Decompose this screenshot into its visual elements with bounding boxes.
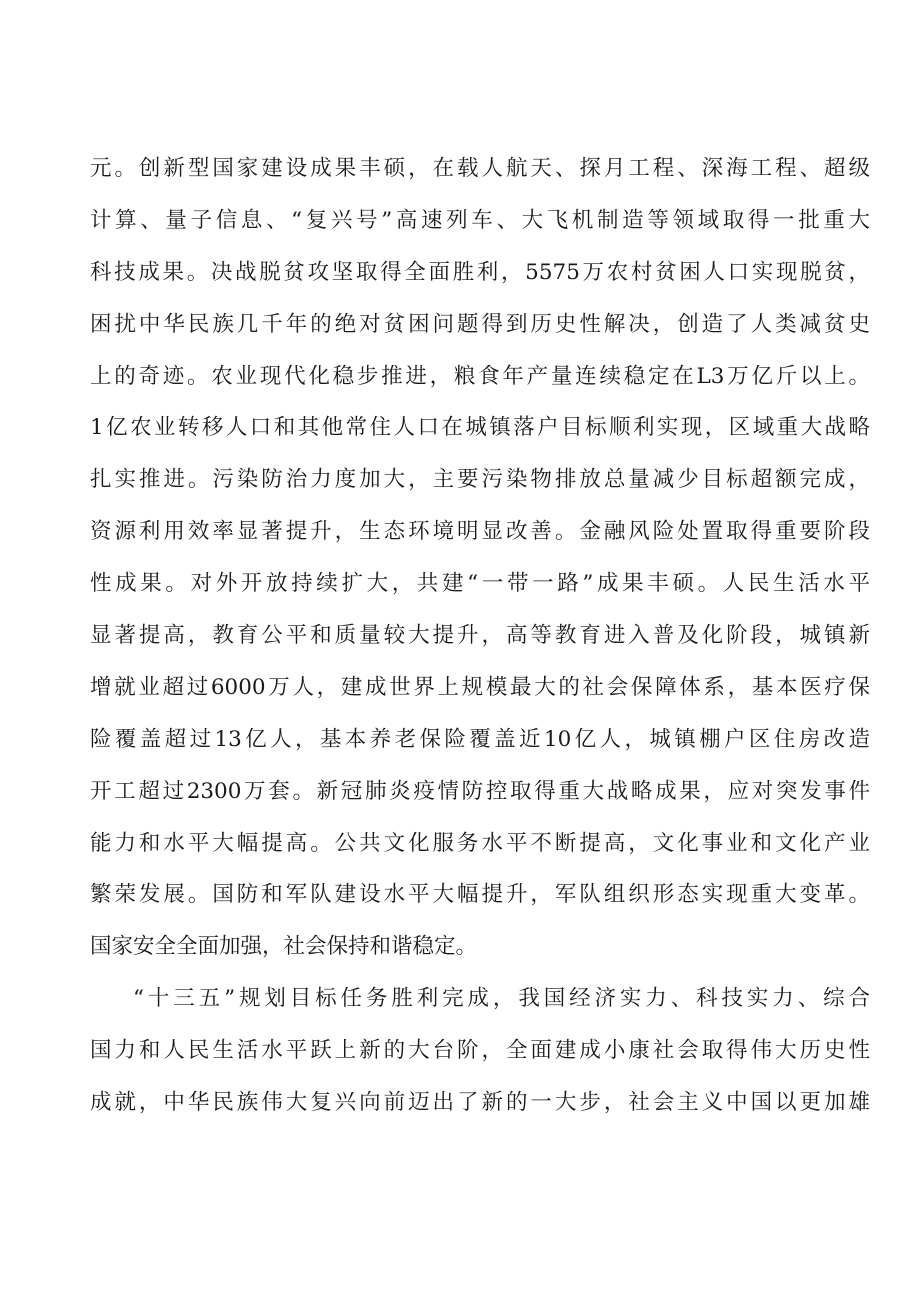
text-line: 国家安全全面加强，社会保持和谐稳定。: [90, 934, 478, 960]
text-line: 资源利用效率显著提升，生态环境明显改善。金融风险处置取得重要阶段: [90, 519, 870, 545]
paragraph-2: [90, 973, 870, 1129]
paragraph-1: [90, 143, 870, 973]
text-line: 国力和人民生活水平跃上新的大台阶，全面建成小康社会取得伟大历史性: [90, 1038, 870, 1064]
text-line: 开工超过2300万套。新冠肺炎疫情防控取得重大战略成果，应对突发事件: [90, 778, 870, 804]
text-line: 困扰中华民族几千年的绝对贫困问题得到历史性解决，创造了人类减贫史: [90, 311, 870, 337]
body-text: [90, 143, 870, 1129]
text-line: 能力和水平大幅提高。公共文化服务水平不断提高，文化事业和文化产业: [90, 830, 870, 856]
text-line: 扎实推进。污染防治力度加大，主要污染物排放总量减少目标超额完成，: [90, 467, 870, 493]
text-line: “十三五”规划目标任务胜利完成，我国经济实力、科技实力、综合: [133, 986, 870, 1012]
text-line: 繁荣发展。国防和军队建设水平大幅提升，军队组织形态实现重大变革。: [90, 882, 870, 908]
text-line: 险覆盖超过13亿人，基本养老保险覆盖近10亿人，城镇棚户区住房改造: [90, 726, 870, 752]
text-line: 成就，中华民族伟大复兴向前迈出了新的一大步，社会主义中国以更加雄: [90, 1090, 870, 1116]
text-line: 计算、量子信息、“复兴号”高速列车、大飞机制造等领域取得一批重大: [90, 207, 870, 233]
text-line: 上的奇迹。农业现代化稳步推进，粮食年产量连续稳定在L3万亿斤以上。: [90, 363, 870, 389]
text-line: 元。创新型国家建设成果丰硕，在载人航天、探月工程、深海工程、超级: [90, 156, 870, 181]
text-line: 显著提高，教育公平和质量较大提升，高等教育进入普及化阶段，城镇新: [90, 623, 870, 649]
text-line: 科技成果。决战脱贫攻坚取得全面胜利，5575万农村贫困人口实现脱贫，: [90, 259, 870, 285]
text-line: 性成果。对外开放持续扩大，共建“一带一路”成果丰硕。人民生活水平: [90, 571, 870, 597]
text-line: 增就业超过6000万人，建成世界上规模最大的社会保障体系，基本医疗保: [90, 674, 870, 700]
text-line: 1亿农业转移人口和其他常住人口在城镇落户目标顺利实现，区域重大战略: [90, 415, 870, 441]
